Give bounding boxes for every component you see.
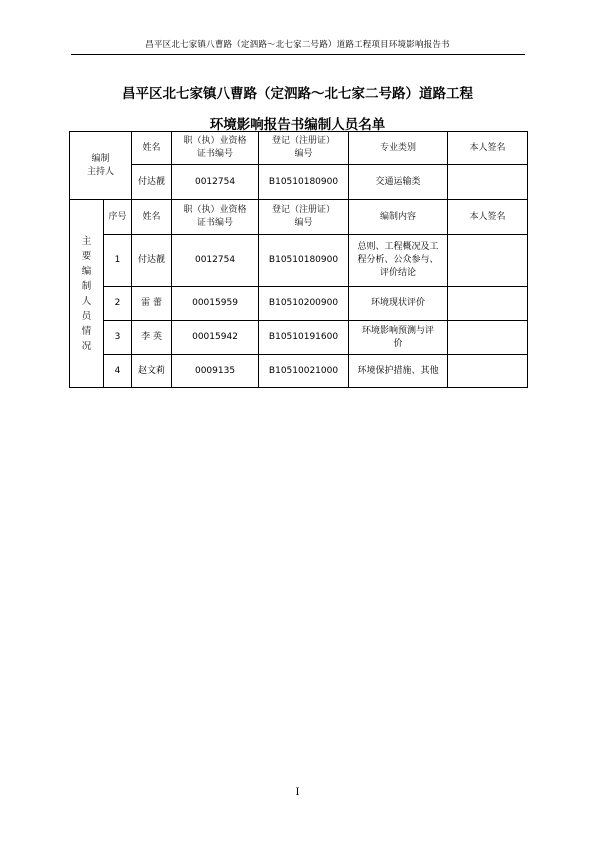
staff-no: 2 [104, 287, 132, 321]
host-reg: B10510180900 [259, 165, 349, 200]
host-cert: 0012754 [172, 165, 259, 200]
staff-name: 付达靓 [132, 235, 172, 287]
host-data-row [70, 165, 528, 200]
staff-row [70, 287, 528, 321]
staff-row [70, 355, 528, 388]
staff-header-cert [172, 200, 259, 235]
host-header-cert [172, 132, 259, 165]
staff-cert: 0012754 [172, 235, 259, 287]
host-header-reg [259, 132, 349, 165]
staff-header-no: 序号 [104, 200, 132, 235]
document-title: 昌平区北七家镇八曹路（定泗路～北七家二号路）道路工程 [122, 86, 473, 102]
host-category: 交通运输类 [349, 165, 448, 200]
staff-content-line: 评价结论 [380, 268, 417, 278]
staff-no: 4 [104, 355, 132, 388]
staff-header-reg [259, 200, 349, 235]
staff-section-label-cell [70, 200, 104, 388]
staff-signature [448, 287, 528, 321]
page-number: I [295, 787, 300, 798]
host-header-reg-line1: 登记（注册证） [272, 136, 336, 146]
staff-header-content: 编制内容 [349, 200, 448, 235]
host-header-cert-line2: 证书编号 [197, 149, 234, 159]
staff-row [70, 235, 528, 287]
staff-header-row [70, 200, 528, 235]
staff-header-cert-line1: 职（执）业资格 [183, 205, 247, 215]
staff-content-line: 价 [393, 338, 403, 349]
host-name: 付达靓 [132, 165, 172, 200]
document-subtitle: 环境影响报告书编制人员名单 [209, 117, 386, 133]
staff-cert: 0009135 [172, 355, 259, 388]
staff-signature [448, 321, 528, 355]
staff-header-reg-line2: 编号 [294, 218, 313, 228]
host-signature [448, 165, 528, 200]
staff-name: 李 英 [132, 321, 172, 355]
staff-reg: B10510180900 [259, 235, 349, 287]
staff-reg: B10510191600 [259, 321, 349, 355]
staff-header-name: 姓名 [132, 200, 172, 235]
staff-section-label: 主要编制人员情况 [81, 235, 92, 352]
staff-no: 1 [104, 235, 132, 287]
staff-name: 雷 蕾 [132, 287, 172, 321]
host-header-reg-line2: 编号 [294, 149, 313, 159]
staff-header-signature: 本人签名 [448, 200, 528, 235]
staff-reg: B10510200900 [259, 287, 349, 321]
running-header: 昌平区北七家镇八曹路（定泗路～北七家二号路）道路工程项目环境影响报告书 [145, 40, 450, 50]
host-header-cert-line1: 职（执）业资格 [183, 136, 247, 146]
staff-cert: 00015959 [172, 287, 259, 321]
staff-content [349, 235, 448, 287]
staff-content: 环境现状评价 [349, 287, 448, 321]
staff-content-line: 总则、工程概况及工 [357, 242, 439, 252]
staff-reg: B10510021000 [259, 355, 349, 388]
staff-cert: 00015942 [172, 321, 259, 355]
staff-content [349, 321, 448, 355]
staff-no: 3 [104, 321, 132, 355]
host-label-line2: 主持人 [87, 166, 115, 177]
staff-content-line: 程分析、公众参与、 [357, 255, 439, 265]
staff-content-line: 环境影响预测与评 [362, 325, 435, 336]
staff-roster-table [69, 131, 528, 388]
staff-name: 赵文莉 [132, 355, 172, 388]
staff-content: 环境保护措施、其他 [349, 355, 448, 388]
host-header-signature: 本人签名 [448, 132, 528, 165]
staff-row [70, 321, 528, 355]
host-label-line1: 编制 [91, 153, 110, 164]
staff-header-reg-line1: 登记（注册证） [272, 205, 336, 215]
host-label-cell [70, 132, 132, 200]
host-header-category: 专业类别 [349, 132, 448, 165]
host-header-name: 姓名 [132, 132, 172, 165]
staff-header-cert-line2: 证书编号 [197, 218, 234, 228]
host-header-row [70, 132, 528, 165]
staff-signature [448, 235, 528, 287]
header-rule [71, 54, 525, 55]
staff-signature [448, 355, 528, 388]
